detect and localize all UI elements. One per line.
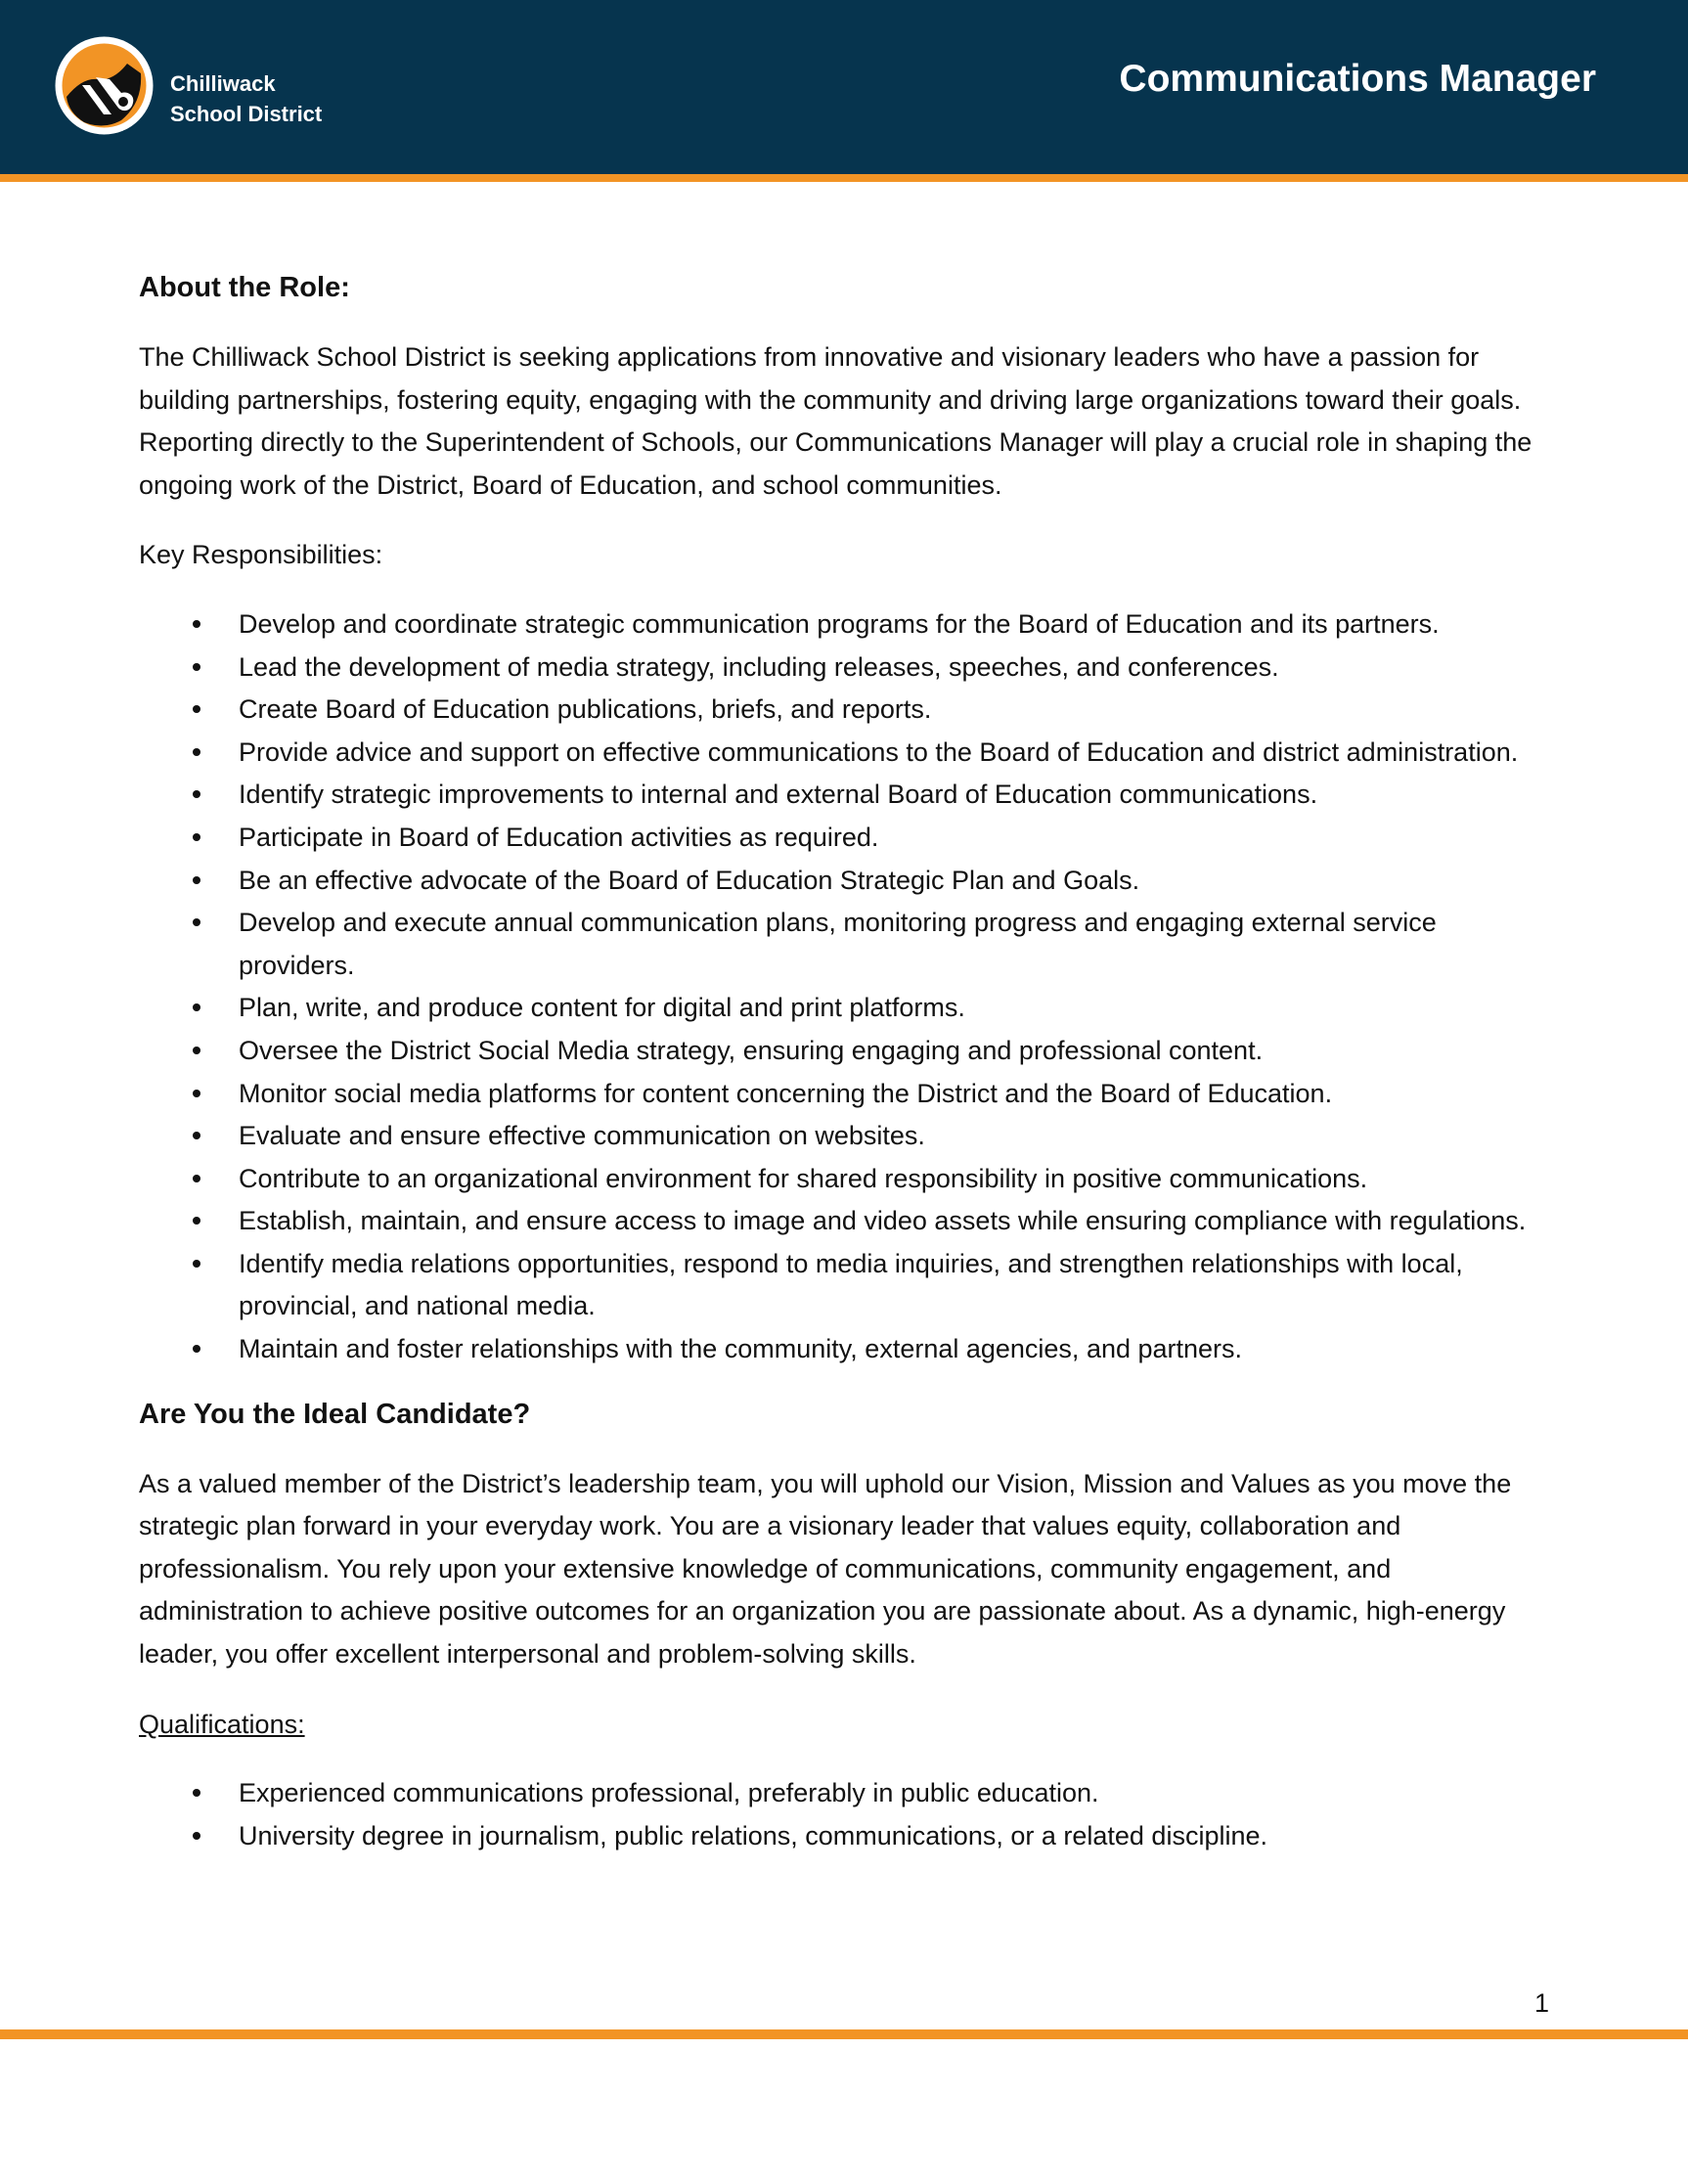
- list-item: Evaluate and ensure effective communication on websites.: [139, 1115, 1547, 1158]
- qualifications-label: [139, 1704, 1547, 1747]
- qualifications-label-text: Qualifications:: [139, 1709, 305, 1739]
- list-item: Develop and execute annual communication plans, monitoring progress and engaging external service providers.: [139, 902, 1547, 987]
- list-item: Maintain and foster relationships with the community, external agencies, and partners.: [139, 1328, 1547, 1371]
- list-item: University degree in journalism, public relations, communications, or a related discipline.: [139, 1815, 1547, 1858]
- list-item: Develop and coordinate strategic communication programs for the Board of Education and its partners.: [139, 603, 1547, 646]
- list-item: Create Board of Education publications, briefs, and reports.: [139, 689, 1547, 732]
- list-item: Establish, maintain, and ensure access to image and video assets while ensuring compliance with regulations.: [139, 1200, 1547, 1243]
- page-title: Communications Manager: [1119, 58, 1596, 100]
- candidate-paragraph: As a valued member of the District’s leadership team, you will uphold our Vision, Mission and Values as you move the strategic plan forward in your everyday work. You are a visionary leader that values equity, collaboration and professionalism. You rely upon your extensive knowledge of communications, community engagement, and administration to achieve positive outcomes for an organization you are passionate about. As a dynamic, high-energy leader, you offer excellent interpersonal and problem-solving skills.: [139, 1468, 1512, 1670]
- list-item: Be an effective advocate of the Board of Education Strategic Plan and Goals.: [139, 860, 1547, 903]
- responsibilities-label: Key Responsibilities:: [139, 540, 383, 570]
- header-accent-stripe: [0, 174, 1688, 182]
- qualifications-list: [139, 1772, 1547, 1857]
- district-name-line1: Chilliwack: [170, 71, 276, 96]
- list-item: Oversee the District Social Media strategy, ensuring engaging and professional content.: [139, 1030, 1547, 1073]
- list-item: Lead the development of media strategy, including releases, speeches, and conferences.: [139, 646, 1547, 690]
- candidate-heading: Are You the Ideal Candidate?: [139, 1398, 531, 1430]
- page-number: 1: [1533, 1988, 1549, 2018]
- list-item: Provide advice and support on effective communications to the Board of Education and district administration.: [139, 732, 1547, 775]
- district-logo-icon: [53, 34, 155, 137]
- list-item: Experienced communications professional, preferably in public education.: [139, 1772, 1547, 1815]
- list-item: Monitor social media platforms for content concerning the District and the Board of Education.: [139, 1073, 1547, 1116]
- district-name: [170, 68, 322, 129]
- list-item: Participate in Board of Education activities as required.: [139, 817, 1547, 860]
- about-paragraph: The Chilliwack School District is seeking applications from innovative and visionary leaders who have a passion for building partnerships, fostering equity, engaging with the community and driving large organizations toward their goals. Reporting directly to the Superintendent of Schools, our Communications Manager will play a crucial role in shaping the ongoing work of the District, Board of Education, and school communities.: [139, 342, 1533, 500]
- responsibilities-list: [139, 603, 1547, 1371]
- list-item: Identify strategic improvements to internal and external Board of Education communications.: [139, 774, 1547, 817]
- list-item: Plan, write, and produce content for digital and print platforms.: [139, 987, 1547, 1030]
- footer-accent-stripe: [0, 2029, 1688, 2039]
- about-heading: About the Role:: [139, 272, 350, 303]
- list-item: Identify media relations opportunities, respond to media inquiries, and strengthen relationships with local, provincial, and national media.: [139, 1243, 1547, 1328]
- list-item: Contribute to an organizational environment for shared responsibility in positive communications.: [139, 1158, 1547, 1201]
- document-body: [139, 266, 1547, 1857]
- district-name-line2: School District: [170, 102, 323, 126]
